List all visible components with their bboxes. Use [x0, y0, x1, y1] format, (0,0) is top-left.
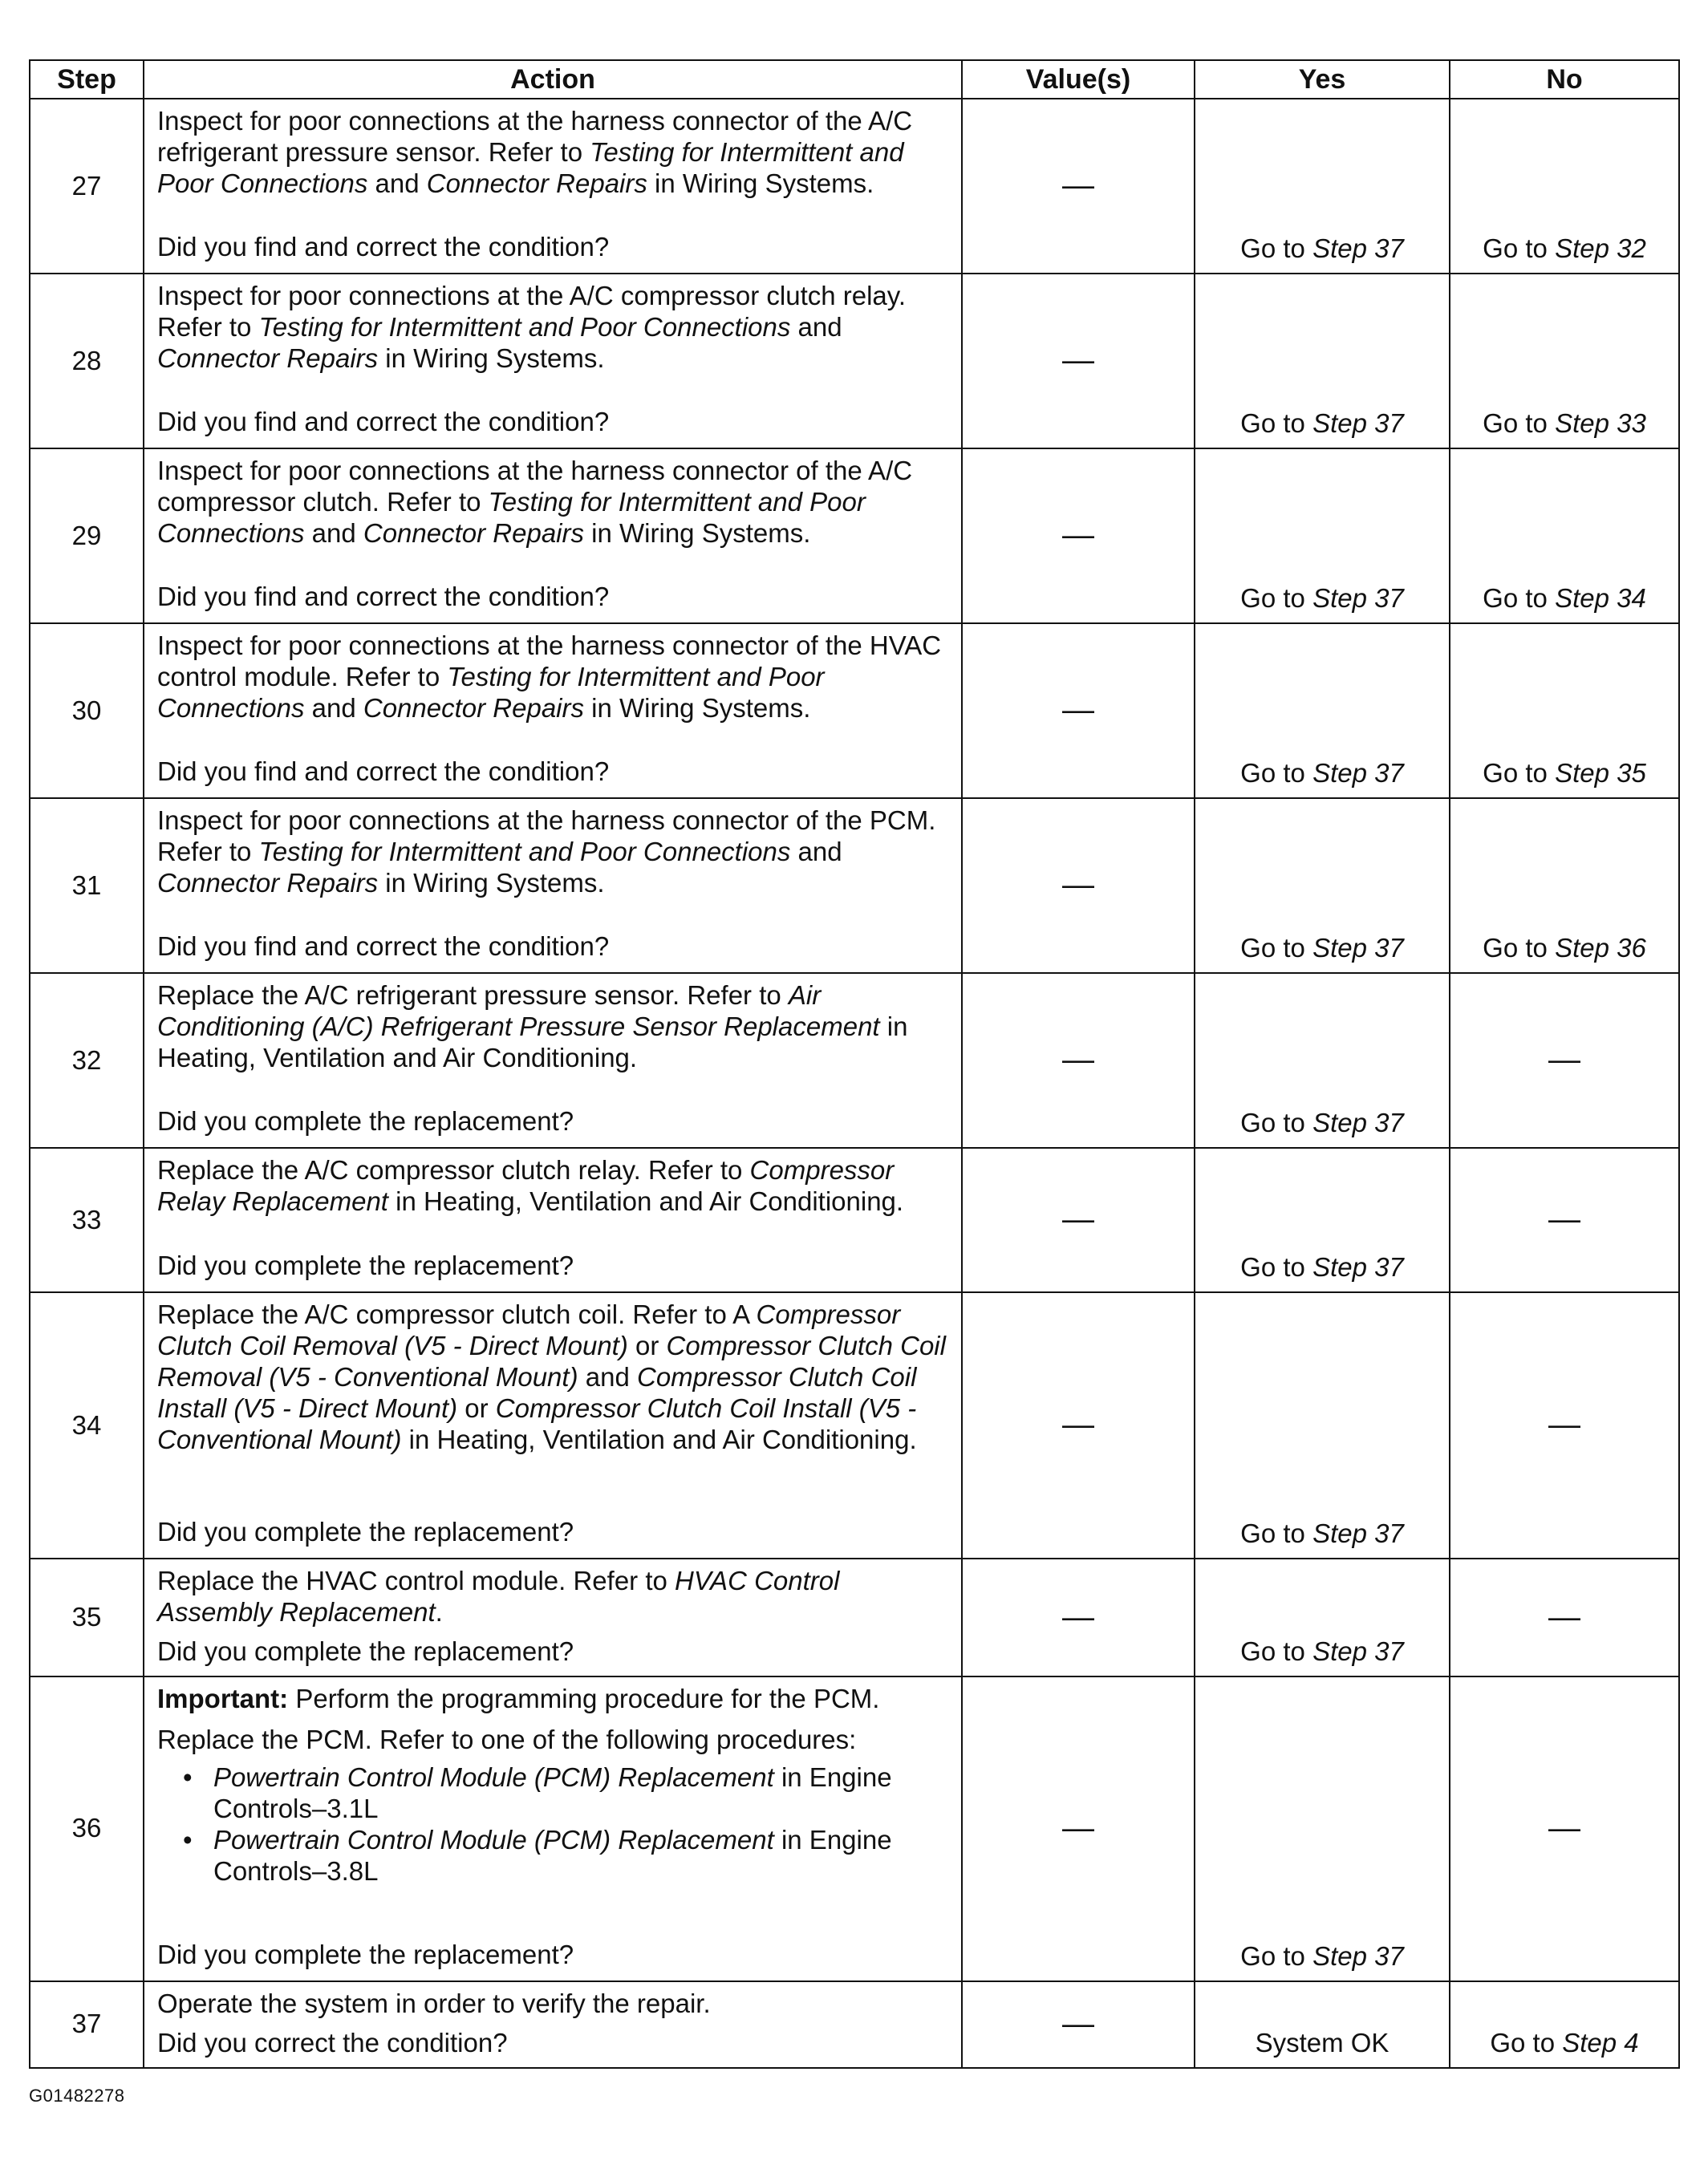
step-number: 27	[30, 99, 144, 274]
action-text	[157, 281, 951, 375]
action-content	[157, 1566, 951, 1668]
text-run: Operate the system in order to verify the repair.	[157, 1988, 711, 2018]
text-run: in Heating, Ventilation and Air Conditioning.	[387, 1186, 904, 1216]
bullet-icon: •	[183, 1824, 193, 1855]
action-text	[157, 1684, 951, 1715]
text-run: in Wiring Systems.	[647, 168, 874, 198]
text-run: Go to	[1240, 1108, 1313, 1138]
action-cell	[144, 1292, 962, 1559]
no-cell	[1450, 1292, 1679, 1559]
text-run: and	[790, 836, 842, 866]
text-run: —	[1548, 1042, 1580, 1078]
text-run: Connector Repairs	[426, 168, 647, 198]
step-number: 35	[30, 1559, 144, 1676]
action-text	[157, 805, 951, 899]
action-text	[157, 456, 951, 549]
text-run: Go to	[1483, 583, 1556, 614]
action-cell	[144, 798, 962, 973]
text-run: —	[1548, 1599, 1580, 1635]
text-run: Compressor Clutch Coil Install (V5 - Conventional Mount)	[157, 1393, 917, 1454]
step-number: 31	[30, 798, 144, 973]
action-question: Did you complete the replacement?	[157, 1517, 574, 1547]
value-cell: —	[962, 99, 1195, 274]
action-cell	[144, 1148, 962, 1292]
yes-cell	[1195, 1559, 1450, 1676]
text-run: Go to	[1240, 408, 1313, 439]
text-run: in Wiring Systems.	[378, 867, 605, 898]
action-content	[157, 630, 951, 788]
action-question: Did you correct the condition?	[157, 2027, 508, 2058]
action-content	[157, 1299, 951, 1548]
yes-cell	[1195, 623, 1450, 798]
header-values: Value(s)	[962, 60, 1195, 99]
header-action: Action	[144, 60, 962, 99]
text-run: Air Conditioning (A/C) Refrigerant Pressure Sensor Replacement	[157, 980, 880, 1041]
text-run: Step 35	[1555, 758, 1646, 789]
diagnostic-table	[29, 59, 1680, 2069]
action-text	[157, 980, 951, 1074]
table-row	[30, 1292, 1679, 1559]
table-row	[30, 973, 1679, 1148]
text-run: Testing for Intermittent and Poor Connections	[157, 136, 904, 198]
no-cell	[1450, 1148, 1679, 1292]
text-run: Go to	[1483, 933, 1556, 963]
text-run: Inspect for poor connections at the harness connector of the A/C compressor clutch. Refer to	[157, 456, 913, 517]
yes-cell	[1195, 1292, 1450, 1559]
value-cell: —	[962, 1292, 1195, 1559]
table-row	[30, 99, 1679, 274]
table-row	[30, 448, 1679, 623]
action-content	[157, 980, 951, 1137]
text-run: —	[1548, 1407, 1580, 1443]
action-content	[157, 805, 951, 963]
action-content	[157, 1155, 951, 1282]
value-cell: —	[962, 798, 1195, 973]
yes-cell	[1195, 274, 1450, 448]
text-run: —	[1548, 1810, 1580, 1847]
text-run: Go to	[1483, 408, 1556, 439]
no-cell	[1450, 973, 1679, 1148]
text-run: Step 37	[1312, 933, 1404, 963]
text-run: Connector Repairs	[363, 517, 584, 548]
text-run: Go to	[1240, 758, 1313, 789]
header-step: Step	[30, 60, 144, 99]
action-content	[157, 1684, 951, 1971]
text-run: Compressor Clutch Coil Removal (V5 - Conventional Mount)	[157, 1330, 946, 1392]
action-question: Did you find and correct the condition?	[157, 407, 610, 437]
table-row	[30, 1676, 1679, 1981]
procedure-list	[157, 1762, 951, 1887]
no-cell	[1450, 1559, 1679, 1676]
text-run: Testing for Intermittent and Poor Connections	[258, 836, 791, 866]
text-run: and	[578, 1361, 637, 1392]
value-cell: —	[962, 1559, 1195, 1676]
action-cell	[144, 99, 962, 274]
text-run: Go to	[1483, 233, 1556, 264]
action-text	[157, 630, 951, 724]
action-text	[157, 1299, 951, 1456]
action-question: Did you complete the replacement?	[157, 1251, 574, 1281]
text-run: or	[457, 1393, 496, 1423]
text-run: Go to	[1483, 758, 1556, 789]
text-run: Step 37	[1312, 408, 1404, 439]
text-run: Step 4	[1562, 2027, 1639, 2058]
action-content	[157, 456, 951, 613]
text-run: Inspect for poor connections at the harness connector of the A/C refrigerant pressure sensor. Refer to	[157, 106, 913, 167]
text-run: Go to	[1240, 1940, 1313, 1971]
text-run: Replace the A/C compressor clutch relay. Refer to	[157, 1155, 750, 1185]
text-run: and	[304, 692, 363, 723]
text-run: —	[1548, 1202, 1580, 1238]
header-no: No	[1450, 60, 1679, 99]
action-question: Did you find and correct the condition?	[157, 931, 610, 962]
action-text	[157, 1155, 951, 1218]
action-question: Did you find and correct the condition?	[157, 582, 610, 612]
text-run: Go to	[1240, 583, 1313, 614]
text-run: Go to	[1240, 933, 1313, 963]
action-text	[157, 1725, 951, 1756]
text-run: Connector Repairs	[363, 692, 584, 723]
value-cell: —	[962, 973, 1195, 1148]
text-run: Step 37	[1312, 1940, 1404, 1971]
text-run: Testing for Intermittent and Poor Connections	[157, 661, 825, 723]
text-run: or	[627, 1330, 667, 1360]
value-cell: —	[962, 1981, 1195, 2068]
text-run: Step 37	[1312, 758, 1404, 789]
action-cell	[144, 623, 962, 798]
bullet-icon: •	[183, 1762, 193, 1792]
text-run: Replace the A/C compressor clutch coil. Refer to A	[157, 1299, 757, 1329]
list-item	[157, 1825, 951, 1887]
action-text	[157, 1989, 951, 2020]
text-run: Step 33	[1555, 408, 1646, 439]
value-cell: —	[962, 623, 1195, 798]
text-run: Important:	[157, 1683, 289, 1713]
step-number: 30	[30, 623, 144, 798]
action-cell	[144, 448, 962, 623]
action-question: Did you find and correct the condition?	[157, 232, 610, 262]
text-run: Testing for Intermittent and Poor Connections	[258, 311, 791, 342]
text-run: .	[435, 1596, 443, 1627]
no-cell	[1450, 274, 1679, 448]
yes-cell	[1195, 1676, 1450, 1981]
step-number: 37	[30, 1981, 144, 2068]
header-yes: Yes	[1195, 60, 1450, 99]
text-run: Powertrain Control Module (PCM) Replacement	[213, 1824, 774, 1855]
text-run: Compressor Relay Replacement	[157, 1155, 895, 1216]
action-question: Did you complete the replacement?	[157, 1939, 574, 1969]
text-run: Go to	[1240, 1518, 1313, 1549]
text-run: Step 32	[1555, 233, 1646, 264]
step-number: 28	[30, 274, 144, 448]
text-run: Powertrain Control Module (PCM) Replacement	[213, 1762, 774, 1792]
text-run: Step 37	[1312, 1636, 1404, 1666]
yes-cell	[1195, 1981, 1450, 2068]
text-run: in Wiring Systems.	[584, 517, 811, 548]
table-row	[30, 1148, 1679, 1292]
text-run: Replace the A/C refrigerant pressure sensor. Refer to	[157, 980, 789, 1010]
text-run: Connector Repairs	[157, 867, 379, 898]
action-text	[157, 106, 951, 200]
text-run: Go to	[1490, 2027, 1563, 2058]
text-run: Step 37	[1312, 1108, 1404, 1138]
text-run: Go to	[1240, 233, 1313, 264]
action-content	[157, 1989, 951, 2059]
yes-cell	[1195, 99, 1450, 274]
value-cell: —	[962, 448, 1195, 623]
step-number: 34	[30, 1292, 144, 1559]
step-number: 32	[30, 973, 144, 1148]
yes-cell	[1195, 448, 1450, 623]
text-run: in Wiring Systems.	[584, 692, 811, 723]
text-run: and	[367, 168, 427, 198]
action-cell	[144, 973, 962, 1148]
no-cell	[1450, 1981, 1679, 2068]
text-run: Go to	[1240, 1252, 1313, 1283]
text-run: Compressor Clutch Coil Removal (V5 - Direct Mount)	[157, 1299, 901, 1360]
text-run: System OK	[1255, 2027, 1390, 2058]
step-number: 36	[30, 1676, 144, 1981]
action-cell	[144, 1559, 962, 1676]
text-run: Compressor Clutch Coil Install (V5 - Direct Mount)	[157, 1361, 917, 1423]
action-cell	[144, 274, 962, 448]
text-run: Step 36	[1555, 933, 1646, 963]
action-question: Did you find and correct the condition?	[157, 756, 610, 787]
text-run: and	[304, 517, 363, 548]
text-run: Step 37	[1312, 583, 1404, 614]
text-run: Step 37	[1312, 1518, 1404, 1549]
step-number: 29	[30, 448, 144, 623]
text-run: Step 37	[1312, 233, 1404, 264]
text-run: Step 37	[1312, 1252, 1404, 1283]
text-run: in Heating, Ventilation and Air Conditioning.	[401, 1424, 917, 1454]
value-cell: —	[962, 1148, 1195, 1292]
no-cell	[1450, 1676, 1679, 1981]
text-run: Connector Repairs	[157, 343, 379, 373]
no-cell	[1450, 798, 1679, 973]
value-cell: —	[962, 1676, 1195, 1981]
text-run: in Engine Controls–3.1L	[213, 1762, 892, 1823]
table-row	[30, 1981, 1679, 2068]
figure-id: G01482278	[29, 2086, 125, 2106]
no-cell	[1450, 623, 1679, 798]
step-number: 33	[30, 1148, 144, 1292]
action-content	[157, 281, 951, 438]
text-run: Inspect for poor connections at the A/C compressor clutch relay. Refer to	[157, 281, 907, 342]
header-row	[30, 60, 1679, 99]
table-row	[30, 623, 1679, 798]
text-run: Go to	[1240, 1636, 1313, 1666]
table-row	[30, 274, 1679, 448]
yes-cell	[1195, 798, 1450, 973]
no-cell	[1450, 448, 1679, 623]
text-run: Perform the programming procedure for the PCM.	[288, 1683, 880, 1713]
text-run: in Engine Controls–3.8L	[213, 1824, 892, 1886]
table-body	[30, 99, 1679, 2068]
action-content	[157, 106, 951, 263]
text-run: in Wiring Systems.	[378, 343, 605, 373]
list-item	[157, 1762, 951, 1825]
text-run: Replace the PCM. Refer to one of the following procedures:	[157, 1724, 857, 1754]
table-row	[30, 798, 1679, 973]
yes-cell	[1195, 973, 1450, 1148]
action-question: Did you complete the replacement?	[157, 1106, 574, 1137]
yes-cell	[1195, 1148, 1450, 1292]
value-cell: —	[962, 274, 1195, 448]
action-question: Did you complete the replacement?	[157, 1636, 574, 1666]
text-run: HVAC Control Assembly Replacement	[157, 1566, 840, 1627]
text-run: Inspect for poor connections at the harness connector of the HVAC control module. Refer to	[157, 630, 942, 691]
text-run: in Heating, Ventilation and Air Conditioning.	[157, 1011, 908, 1072]
no-cell	[1450, 99, 1679, 274]
text-run: and	[790, 311, 842, 342]
text-run: Inspect for poor connections at the harness connector of the PCM. Refer to	[157, 805, 936, 866]
action-cell	[144, 1676, 962, 1981]
table-row	[30, 1559, 1679, 1676]
action-text	[157, 1566, 951, 1628]
action-cell	[144, 1981, 962, 2068]
text-run: Step 34	[1555, 583, 1646, 614]
text-run: Testing for Intermittent and Poor Connections	[157, 486, 866, 548]
text-run: Replace the HVAC control module. Refer to	[157, 1566, 675, 1595]
